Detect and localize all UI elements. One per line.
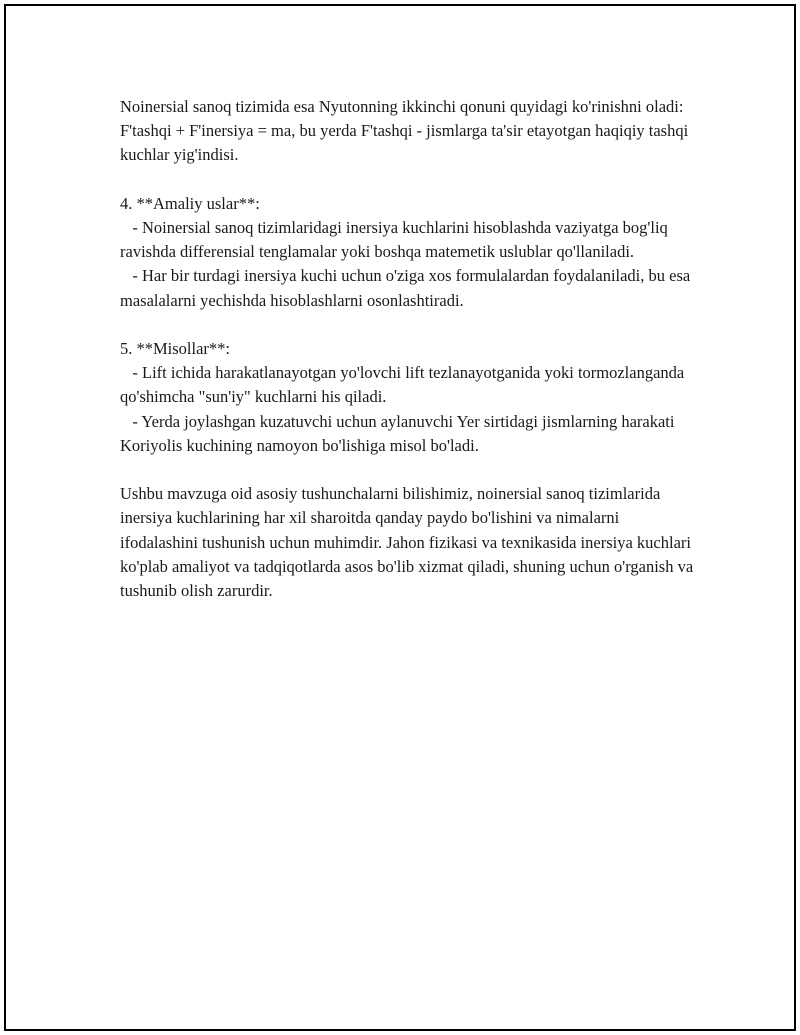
conclusion-paragraph: Ushbu mavzuga oid asosiy tushunchalarni bilishimiz, noinersial sanoq tizimlarida inersiya kuchlarining har xil sharoitda qanday paydo bo'lishini va nimalarni ifodalashini tushunish uchun muhimdir. Jahon fizikasi va texnikasida inersiya kuchlari ko'plab amaliyot va tadqiqotlarda asos bo'lib xizmat qiladi, shuning uchun o'rganish va tushunib olish zarurdir. — [120, 484, 698, 601]
section-5-item-2: - Yerda joylashgan kuzatuvchi uchun aylanuvchi Yer sirtidagi jismlarning harakati Koriyolis kuchining namoyon bo'lishiga misol bo'ladi. — [120, 411, 679, 455]
document-body — [120, 95, 700, 603]
intro-paragraph: Noinersial sanoq tizimida esa Nyutonning ikkinchi qonuni quyidagi ko'rinishni oladi: F'tashqi + F'inersiya = ma, bu yerda F'tashqi - jismlarga ta'sir etayotgan haqiqiy tashqi kuchlar yig'indisi. — [120, 97, 693, 165]
section-4-item-2: - Har bir turdagi inersiya kuchi uchun o'ziga xos formulalardan foydalaniladi, bu esa masalalarni yechishda hisoblashlarni osonlashtiradi. — [120, 266, 695, 310]
paragraph-gap — [120, 168, 700, 192]
section-4-heading: 4. **Amaliy uslar**: — [120, 193, 260, 213]
section-4-item-1: - Noinersial sanoq tizimlaridagi inersiya kuchlarini hisoblashda vaziyatga bog'liq ravishda differensial tenglamalar yoki boshqa matemetik uslublar qo'llaniladi. — [120, 218, 672, 262]
paragraph-gap — [120, 313, 700, 337]
section-5-heading: 5. **Misollar**: — [120, 339, 230, 358]
document-page — [4, 4, 796, 1031]
paragraph-gap — [120, 458, 700, 482]
section-5-item-1: - Lift ichida harakatlanayotgan yo'lovchi lift tezlanayotganida yoki tormozlanganda qo'shimcha "sun'iy" kuchlarni his qiladi. — [120, 363, 689, 407]
